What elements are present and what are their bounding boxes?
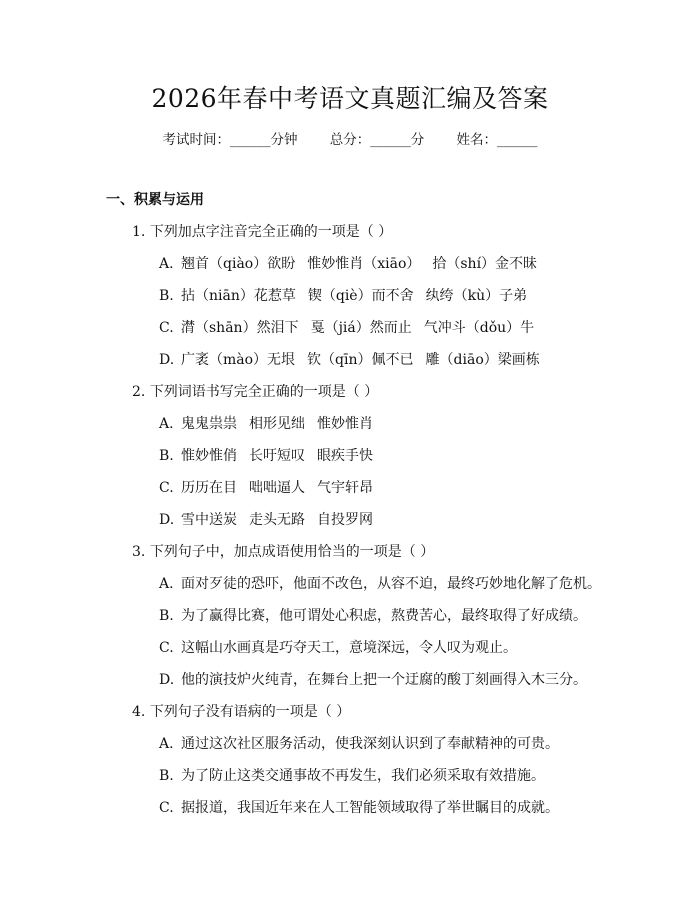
exam-time-field: 考试时间：______分钟 — [162, 132, 298, 148]
option-letter: B. — [159, 768, 174, 784]
option-word: 雪中送炭 — [181, 512, 237, 528]
option-letter: C. — [159, 480, 174, 496]
option-word: 潸（shān）然泪下 — [181, 320, 299, 336]
option-word: 锲（qiè）而不舍 — [307, 288, 414, 304]
option-word: 翘首（qiào）欲盼 — [181, 256, 296, 272]
option-item — [159, 318, 546, 338]
option-item — [159, 446, 385, 466]
option-word: 惟妙惟肖 — [317, 416, 373, 432]
option-word: 钦（qīn）佩不已 — [307, 352, 414, 368]
exam-meta — [0, 130, 700, 150]
question-stem: 4. 下列句子没有语病的一项是（ ） — [132, 704, 351, 720]
option-letter: B. — [159, 448, 174, 464]
option-letter: C. — [159, 800, 174, 816]
option-sentence: 通过这次社区服务活动，使我深刻认识到了奉献精神的可贵。 — [181, 736, 559, 752]
option-word: 戛（jiá）然而止 — [310, 320, 412, 336]
option-letter: A. — [159, 576, 174, 592]
page-title: 2026年春中考语文真题汇编及答案 — [151, 84, 549, 113]
option-letter: B. — [159, 288, 174, 304]
option-item — [159, 414, 385, 434]
option-letter: C. — [159, 640, 174, 656]
option-sentence: 这幅山水画真是巧夺天工，意境深远，令人叹为观止。 — [181, 640, 517, 656]
option-item — [159, 606, 599, 626]
option-sentence: 为了防止这类交通事故不再发生，我们必须采取有效措施。 — [181, 768, 545, 784]
option-item — [159, 638, 529, 658]
question-stem: 3. 下列句子中，加点成语使用恰当的一项是（ ） — [132, 544, 435, 560]
option-word: 惟妙惟俏 — [181, 448, 237, 464]
section-heading: 一、积累与运用 — [106, 192, 204, 208]
option-word: 鬼鬼祟祟 — [181, 416, 237, 432]
option-letter: D. — [159, 352, 175, 368]
option-word: 雕（diāo）梁画栋 — [425, 352, 540, 368]
name-field: 姓名：______ — [456, 132, 538, 148]
option-item — [159, 734, 571, 754]
option-word: 纨绔（kù）子弟 — [425, 288, 528, 304]
option-item — [159, 510, 385, 530]
option-item — [159, 350, 552, 370]
option-word: 咄咄逼人 — [249, 480, 305, 496]
total-score-field: 总分：______分 — [329, 132, 425, 148]
option-word: 眼疾手快 — [317, 448, 373, 464]
option-word: 历历在目 — [181, 480, 237, 496]
option-word: 相形见绌 — [249, 416, 305, 432]
option-sentence: 他的演技炉火纯青，在舞台上把一个迂腐的酸丁刻画得入木三分。 — [181, 672, 587, 688]
option-letter: A. — [159, 416, 174, 432]
option-item — [159, 670, 599, 690]
option-letter: D. — [159, 512, 175, 528]
option-item — [159, 574, 613, 594]
option-word: 气宇轩昂 — [317, 480, 373, 496]
option-sentence: 为了赢得比赛，他可谓处心积虑，熬费苦心，最终取得了好成绩。 — [181, 608, 587, 624]
question-stem: 1. 下列加点字注音完全正确的一项是（ ） — [132, 224, 393, 240]
option-item — [159, 478, 385, 498]
option-item — [159, 766, 557, 786]
option-letter: A. — [159, 256, 174, 272]
option-word: 长吁短叹 — [249, 448, 305, 464]
option-word: 拈（niān）花惹草 — [181, 288, 296, 304]
option-letter: D. — [159, 672, 175, 688]
option-word: 自投罗网 — [317, 512, 373, 528]
option-item — [159, 254, 549, 274]
option-word: 拾（shí）金不昧 — [432, 256, 538, 272]
option-sentence: 据报道，我国近年来在人工智能领域取得了举世瞩目的成就。 — [181, 800, 559, 816]
option-letter: C. — [159, 320, 174, 336]
option-sentence: 面对歹徒的恐吓，他面不改色，从容不迫，最终巧妙地化解了危机。 — [181, 576, 601, 592]
option-word: 气冲斗（dǒu）牛 — [423, 320, 535, 336]
option-letter: A. — [159, 736, 174, 752]
option-word: 惟妙惟肖（xiāo） — [307, 256, 421, 272]
option-letter: B. — [159, 608, 174, 624]
option-item — [159, 286, 539, 306]
option-item — [159, 798, 571, 818]
option-word: 广袤（mào）无垠 — [181, 352, 296, 368]
question-stem: 2. 下列词语书写完全正确的一项是（ ） — [132, 384, 379, 400]
option-word: 走头无路 — [249, 512, 305, 528]
